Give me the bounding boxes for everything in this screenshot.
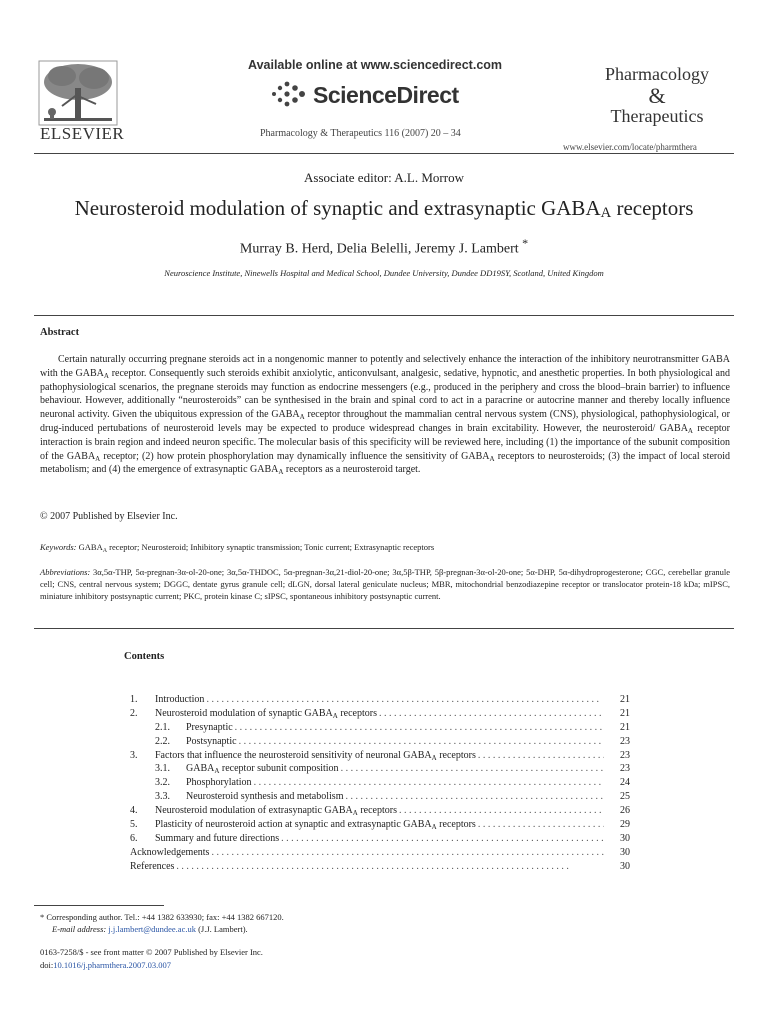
toc-item[interactable]	[130, 762, 630, 776]
journal-reference: Pharmacology & Therapeutics 116 (2007) 20 – 34	[260, 128, 461, 139]
doi-link[interactable]: 10.1016/j.pharmthera.2007.03.007	[53, 960, 172, 970]
toc-section-number: 5.	[130, 819, 138, 831]
title-subscript: A	[600, 205, 612, 221]
toc-title: Neurosteroid synthesis and metabolism	[186, 791, 344, 803]
toc-indent	[130, 790, 155, 804]
abbreviations-text: 3α,5α-THP, 5α-pregnan-3α-ol-20-one; 3α,5α-THDOC, 5α-pregnan-3α,21-diol-20-one; 3α,5β-THP, 5β-pregnan-3α-ol-20-one; 5α-DHP, 5α-dihydroprogesterone; CGC, cerebellar granule cell; CNS, central nervous system; DGGC, dentate gyrus granule cell; dLGN, dorsal lateral geniculate nucleus; MBR, mitochondrial benzodiazepine receptor or translocator protein-18 kDa; mIPSC, miniature inhibitory postsynaptic current; PKC, protein kinase C; sIPSC, spontaneous inhibitory postsynaptic current.	[40, 567, 730, 601]
footnote-rule	[34, 905, 164, 906]
keywords	[40, 542, 730, 552]
footnote-mark: *	[40, 912, 45, 922]
toc-item[interactable]	[130, 735, 630, 749]
doi-label: doi:	[40, 960, 54, 970]
keywords-sub: A	[102, 548, 108, 554]
article-title	[0, 196, 768, 221]
abstract-part: receptor. Consequently such steroids exhibit anxiolytic, anticonvulsant, analgesic, sedative, hypnotic, and anesthetic properties. In both physiological and pathophysiological scenarios, the pregnane steroids may function as endocrine messengers (e.g., produced in the periphery and cross the blood–brain barrier) to influence behaviour. However, additionally “neurosteroids” can be synthesised in the brain and spinal cord to act in a paracrine or autocrine manner and thereby locally influence neuronal activity. Given the ubiquitous expression of the GABA	[40, 367, 730, 421]
toc-page-number: 30	[620, 846, 630, 858]
toc-title: Postsynaptic	[186, 735, 237, 747]
contents-heading: Contents	[124, 651, 165, 662]
abstract-sub: A	[299, 413, 305, 422]
title-end: receptors	[611, 196, 694, 220]
toc-page-number: 23	[620, 735, 630, 747]
toc-page-number: 30	[620, 860, 630, 872]
corresponding-author-mark[interactable]: *	[522, 236, 529, 250]
toc-leader	[345, 790, 604, 804]
toc-page-number: 30	[620, 832, 630, 844]
toc-subsection-number: 3.2.	[155, 777, 170, 789]
available-online-text: Available online at www.sciencedirect.com	[248, 58, 503, 72]
elsevier-tree-logo	[38, 60, 118, 126]
toc-leader	[281, 832, 604, 846]
toc-page-number: 23	[620, 749, 630, 761]
toc-title: Presynaptic	[186, 721, 233, 733]
email-link[interactable]: j.j.lambert@dundee.ac.uk	[108, 924, 196, 934]
email-suffix: (J.J. Lambert).	[195, 924, 248, 934]
journal-title	[602, 64, 712, 127]
abstract-text	[40, 353, 730, 477]
header-rule	[34, 153, 734, 154]
toc-item[interactable]	[130, 693, 630, 707]
toc-item[interactable]	[130, 721, 630, 735]
toc-page-number: 25	[620, 791, 630, 803]
toc-page-number: 29	[620, 819, 630, 831]
toc-item[interactable]	[130, 776, 630, 790]
toc-leader	[399, 804, 604, 818]
abstract-heading: Abstract	[40, 327, 80, 338]
abstract-sub: A	[95, 454, 101, 463]
toc-page-number: 21	[620, 694, 630, 705]
affiliation: Neuroscience Institute, Ninewells Hospital and Medical School, Dundee University, Dundee DD19SY, Scotland, United Kingdom	[164, 268, 604, 278]
toc-subsection-number: 2.2.	[155, 735, 170, 747]
toc-item[interactable]	[130, 846, 630, 860]
title-main: Neurosteroid modulation of synaptic and extrasynaptic GABA	[74, 196, 601, 220]
toc-leader	[211, 846, 604, 860]
toc-section-number: 3.	[130, 749, 138, 761]
sciencedirect-dots-icon	[268, 80, 308, 108]
toc-section-number: 4.	[130, 805, 138, 817]
toc-page-number: 21	[620, 721, 630, 733]
toc-leader	[239, 735, 604, 749]
abstract-part: receptor interaction is brain region and indeed neuron specific. The molecular basis of this specificity will be reviewed here, including (1) the importance of the subunit composition of the GABA	[40, 422, 730, 462]
toc-item[interactable]	[130, 832, 630, 846]
toc-page-number: 24	[620, 777, 630, 789]
toc-subsection-number: 3.1.	[155, 763, 170, 775]
publisher-name: ELSEVIER	[40, 124, 125, 143]
toc-leader	[206, 693, 604, 707]
toc-title: Factors that influence the neurosteroid sensitivity of neuronal $GABA_A$ receptors	[155, 749, 476, 762]
toc-title: Phosphorylation	[186, 777, 252, 789]
toc-item[interactable]	[130, 860, 630, 874]
authors	[0, 236, 768, 258]
author-names: Murray B. Herd, Delia Belelli, Jeremy J. Lambert	[239, 241, 519, 257]
email-line	[52, 924, 248, 935]
toc-subsection-number: 2.1.	[155, 721, 170, 733]
toc-leader	[176, 860, 604, 874]
abstract-top-rule	[34, 315, 734, 316]
toc-indent	[130, 721, 155, 735]
toc-title: $GABA_A$ receptor subunit composition	[186, 763, 339, 776]
toc-title: Acknowledgements	[130, 846, 210, 858]
abstract-part: receptor; (2) how protein phosphorylation may dynamically influence the sensitivity of GABA	[100, 450, 490, 462]
keywords-label: Keywords:	[40, 542, 77, 552]
toc-item[interactable]	[130, 749, 630, 763]
abstract-sub: A	[278, 468, 284, 477]
doi-line	[40, 960, 171, 971]
toc-subsection-number: 3.3.	[155, 791, 170, 803]
toc-indent	[130, 762, 155, 776]
toc-leader	[478, 749, 604, 763]
toc-item[interactable]	[130, 707, 630, 721]
abstract-part: receptors to neurosteroids; (3) the impact of local steroid metabolism; and (4) the emergence of extrasynaptic GABA	[40, 450, 730, 476]
journal-title-line2: &	[648, 83, 666, 108]
journal-title-line1: Pharmacology	[605, 64, 709, 84]
toc-title: References	[130, 860, 175, 872]
toc-indent	[130, 735, 155, 749]
abstract-sub: A	[103, 371, 109, 380]
toc-page-number: 23	[620, 763, 630, 775]
toc-item[interactable]	[130, 818, 630, 832]
issn-line: 0163-7258/$ - see front matter © 2007 Published by Elsevier Inc.	[40, 947, 263, 957]
toc-page-number: 26	[620, 805, 630, 817]
keywords-gaba: GABA	[76, 542, 103, 552]
toc-title: Plasticity of neurosteroid action at synaptic and extrasynaptic $GABA_A$ receptors	[155, 819, 476, 832]
abbreviations	[40, 567, 730, 602]
toc-section-number: 1.	[130, 694, 138, 705]
toc-leader	[478, 818, 604, 832]
abstract-part: Certain naturally occurring pregnane steroids act in a nongenomic manner to potently and selectively enhance the interaction of the inhibitory neurotransmitter GABA with the GABA	[40, 354, 730, 379]
corresponding-author-note	[40, 912, 284, 923]
toc-leader	[379, 707, 604, 721]
toc-leader	[254, 776, 604, 790]
associate-editor: Associate editor: A.L. Morrow	[304, 170, 464, 185]
toc-section-number: 6.	[130, 832, 138, 844]
abstract-bottom-rule	[34, 628, 734, 629]
toc-page-number: 21	[620, 707, 630, 719]
abstract-copyright: © 2007 Published by Elsevier Inc.	[40, 511, 178, 522]
toc-section-number: 2.	[130, 707, 138, 719]
journal-url-link[interactable]: www.elsevier.com/locate/pharmthera	[563, 142, 697, 152]
journal-title-line3: Therapeutics	[610, 106, 704, 126]
toc-leader	[341, 762, 604, 776]
toc-title: Introduction	[155, 694, 205, 705]
abbreviations-label: Abbreviations:	[40, 567, 91, 577]
abstract-part: receptors as a neurosteroid target.	[283, 464, 421, 476]
toc-title: Neurosteroid modulation of extrasynaptic $GABA_A$ receptors	[155, 805, 397, 818]
toc-title: Summary and future directions	[155, 832, 280, 844]
toc-indent	[130, 776, 155, 790]
sciencedirect-brand: ScienceDirect	[313, 82, 459, 108]
table-of-contents	[130, 693, 630, 874]
email-label: E-mail address:	[52, 924, 107, 934]
toc-item[interactable]	[130, 790, 630, 804]
toc-leader	[235, 721, 604, 735]
corresponding-text: Corresponding author. Tel.: +44 1382 633930; fax: +44 1382 667120.	[44, 912, 284, 922]
abstract-sub: A	[687, 426, 693, 435]
keywords-list: receptor; Neurosteroid; Inhibitory synaptic transmission; Tonic current; Extrasynaptic receptors	[107, 542, 435, 552]
abstract-part: receptor throughout the mammalian central nervous system (CNS), physiological, pathophysiological, or drug-induced pertubations of neurosteroid levels may be expected to produce widespread changes in brain excitability. However, the neurosteroid/ GABA	[40, 409, 730, 434]
abstract-sub: A	[489, 454, 495, 463]
toc-title: Neurosteroid modulation of synaptic $GABA_A$ receptors	[155, 707, 377, 720]
toc-item[interactable]	[130, 804, 630, 818]
